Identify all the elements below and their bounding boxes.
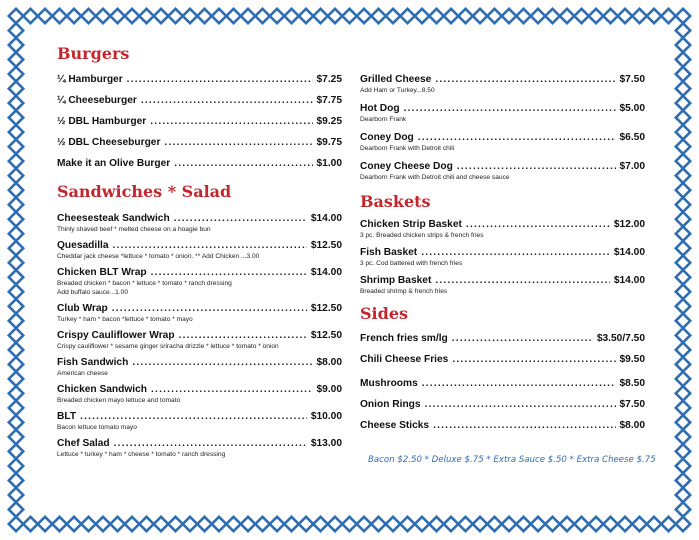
menu-item	[57, 266, 342, 297]
border-diamond	[9, 227, 23, 241]
border-diamond	[676, 328, 690, 342]
item-name: BLT	[57, 411, 77, 422]
border-diamond	[9, 328, 23, 342]
border-diamond	[212, 9, 226, 23]
border-diamond	[560, 517, 574, 531]
border-diamond	[9, 473, 23, 487]
extras-footnote: Bacon $2.50 * Deluxe $.75 * Extra Sauce $.50 * Extra Cheese $.75	[368, 455, 656, 465]
border-diamond	[284, 517, 298, 531]
border-diamond	[9, 444, 23, 458]
border-diamond	[9, 372, 23, 386]
item-price: $6.50	[619, 132, 645, 143]
border-diamond	[400, 9, 414, 23]
border-diamond	[9, 125, 23, 139]
border-diamond	[9, 299, 23, 313]
item-name: Chicken BLT Wrap	[57, 267, 147, 278]
menu-item	[360, 246, 645, 268]
border-diamond	[9, 285, 23, 299]
border-diamond	[9, 314, 23, 328]
border-diamond	[676, 430, 690, 444]
border-diamond	[632, 517, 646, 531]
border-diamond	[9, 154, 23, 168]
item-name: Club Wrap	[57, 303, 108, 314]
menu-item	[57, 115, 342, 128]
item-price: $12.00	[613, 219, 645, 230]
border-diamond	[676, 81, 690, 95]
item-name: ¼ Hamburger	[57, 74, 123, 85]
item-description: Add Ham or Turkey...8.50	[360, 87, 435, 94]
item-price: $12.50	[310, 330, 342, 341]
item-price: $12.50	[310, 303, 342, 314]
border-diamond	[676, 96, 690, 110]
border-diamond	[589, 9, 603, 23]
border-diamond	[9, 488, 23, 502]
border-diamond	[241, 517, 255, 531]
menu-item	[57, 94, 342, 107]
item-price: $7.50	[619, 399, 645, 410]
item-description: Lettuce * turkey * ham * cheese * tomato * ranch dressing	[57, 451, 226, 458]
item-price: $5.00	[619, 103, 645, 114]
border-diamond	[676, 372, 690, 386]
border-diamond	[38, 9, 52, 23]
border-diamond	[197, 9, 211, 23]
border-diamond	[632, 9, 646, 23]
border-diamond	[9, 343, 23, 357]
border-diamond	[197, 517, 211, 531]
item-price: $9.25	[316, 116, 342, 127]
border-diamond	[255, 517, 269, 531]
border-diamond	[502, 517, 516, 531]
border-diamond	[284, 9, 298, 23]
border-diamond	[676, 343, 690, 357]
item-name: Shrimp Basket	[360, 275, 432, 286]
item-description: Dearborn Frank with Detroit chili and cheese sauce	[360, 174, 510, 181]
item-name: Onion Rings	[360, 399, 421, 410]
border-diamond	[676, 285, 690, 299]
border-diamond	[545, 517, 559, 531]
item-name: Chicken Strip Basket	[360, 219, 462, 230]
border-diamond	[328, 9, 342, 23]
border-diamond	[9, 517, 23, 531]
item-description: 3 pc. Cod battered with french fries	[360, 260, 463, 267]
item-description: Thinly shaved beef * melted cheese on a hoagie bun	[57, 226, 211, 233]
border-diamond	[676, 125, 690, 139]
border-diamond	[110, 9, 124, 23]
border-diamond	[96, 517, 110, 531]
item-name: Cheese Sticks	[360, 420, 430, 431]
menu-item	[360, 160, 645, 182]
border-diamond	[589, 517, 603, 531]
border-diamond	[676, 270, 690, 284]
border-diamond	[299, 517, 313, 531]
border-diamond	[473, 9, 487, 23]
menu-item	[57, 136, 342, 149]
border-diamond	[400, 517, 414, 531]
item-price: $14.00	[613, 275, 645, 286]
item-name: Hot Dog	[360, 103, 400, 114]
item-description: Breaded shrimp & french fries	[360, 288, 448, 295]
item-name: Chef Salad	[57, 438, 110, 449]
border-diamond	[9, 110, 23, 124]
border-diamond	[444, 9, 458, 23]
border-diamond	[9, 502, 23, 516]
border-diamond	[603, 517, 617, 531]
border-diamond	[415, 9, 429, 23]
border-diamond	[270, 517, 284, 531]
border-diamond	[676, 502, 690, 516]
border-diamond	[357, 517, 371, 531]
border-diamond	[574, 9, 588, 23]
item-description: Bacon lettuce tomato mayo	[57, 424, 137, 431]
border-diamond	[342, 9, 356, 23]
border-diamond	[458, 9, 472, 23]
right-column	[360, 73, 645, 432]
item-name: Coney Dog	[360, 132, 414, 143]
border-diamond	[618, 517, 632, 531]
item-name: Make it an Olive Burger	[57, 158, 171, 169]
border-diamond	[429, 517, 443, 531]
border-diamond	[415, 517, 429, 531]
menu-item	[360, 353, 645, 366]
border-diamond	[531, 9, 545, 23]
item-name: Coney Cheese Dog	[360, 161, 453, 172]
item-price: $8.00	[619, 420, 645, 431]
border-diamond	[560, 9, 574, 23]
border-diamond	[647, 517, 661, 531]
border-diamond	[429, 9, 443, 23]
menu-item	[360, 274, 645, 296]
border-diamond	[270, 9, 284, 23]
item-description: Crispy cauliflower * sesame ginger sriracha drizzle * lettuce * tomato * onion	[57, 343, 279, 350]
border-diamond	[676, 299, 690, 313]
border-diamond	[52, 517, 66, 531]
border-diamond	[386, 517, 400, 531]
border-diamond	[23, 9, 37, 23]
border-diamond	[676, 256, 690, 270]
border-diamond	[676, 197, 690, 211]
border-diamond	[676, 415, 690, 429]
menu-item	[360, 419, 645, 432]
border-diamond	[676, 212, 690, 226]
menu-item	[57, 73, 342, 86]
item-name: French fries sm/lg	[360, 333, 448, 344]
border-diamond	[473, 517, 487, 531]
item-description: 3 pc. Breaded chicken strips & french fries	[360, 232, 484, 239]
item-name: Chicken Sandwich	[57, 384, 148, 395]
border-diamond	[676, 67, 690, 81]
border-diamond	[676, 23, 690, 37]
border-diamond	[9, 81, 23, 95]
border-diamond	[226, 517, 240, 531]
item-price: $7.25	[316, 74, 342, 85]
border-diamond	[676, 444, 690, 458]
border-diamond	[531, 517, 545, 531]
border-diamond	[9, 197, 23, 211]
border-diamond	[342, 517, 356, 531]
border-diamond	[52, 9, 66, 23]
item-description: Breaded chicken mayo lettuce and tomato	[57, 397, 181, 404]
burgers-title: Burgers	[57, 44, 130, 63]
border-diamond	[110, 517, 124, 531]
item-name: Quesadilla	[57, 240, 109, 251]
border-diamond	[96, 9, 110, 23]
border-diamond	[154, 517, 168, 531]
border-diamond	[9, 96, 23, 110]
menu-item	[57, 329, 342, 351]
menu-item	[57, 437, 342, 459]
border-diamond	[183, 9, 197, 23]
border-diamond	[676, 183, 690, 197]
border-diamond	[9, 256, 23, 270]
item-price: $14.00	[310, 213, 342, 224]
border-diamond	[183, 517, 197, 531]
item-name: Grilled Cheese	[360, 74, 432, 85]
item-description-extra: Add buffalo sauce...1.00	[57, 289, 128, 296]
border-diamond	[676, 517, 690, 531]
border-diamond	[516, 517, 530, 531]
menu-item	[57, 212, 342, 234]
item-description: American cheese	[57, 370, 108, 377]
menu-item	[57, 383, 342, 405]
border-diamond	[38, 517, 52, 531]
border-diamond	[676, 314, 690, 328]
border-diamond	[9, 357, 23, 371]
border-diamond	[444, 517, 458, 531]
item-price: $7.75	[316, 95, 342, 106]
border-diamond	[9, 9, 23, 23]
menu-item	[57, 157, 342, 170]
border-diamond	[67, 9, 81, 23]
item-price: $13.00	[310, 438, 342, 449]
item-price: $3.50/7.50	[596, 333, 645, 344]
item-price: $14.00	[613, 247, 645, 258]
border-diamond	[386, 9, 400, 23]
border-diamond	[357, 9, 371, 23]
border-diamond	[226, 9, 240, 23]
item-description: Breaded chicken * bacon * lettuce * tomato * ranch dressing	[57, 280, 232, 287]
item-name: Fish Sandwich	[57, 357, 129, 368]
border-diamond	[676, 488, 690, 502]
item-price: $8.00	[316, 357, 342, 368]
border-diamond	[9, 430, 23, 444]
border-diamond	[502, 9, 516, 23]
border-diamond	[371, 517, 385, 531]
border-diamond	[676, 241, 690, 255]
left-column	[57, 44, 342, 459]
border-diamond	[81, 9, 95, 23]
item-price: $8.50	[619, 378, 645, 389]
border-diamond	[676, 459, 690, 473]
item-price: $14.00	[310, 267, 342, 278]
menu-item	[360, 398, 645, 411]
border-diamond	[125, 517, 139, 531]
border-diamond	[168, 517, 182, 531]
item-price: $10.00	[310, 411, 342, 422]
border-diamond	[661, 9, 675, 23]
border-diamond	[313, 9, 327, 23]
menu-item	[57, 410, 342, 432]
border-diamond	[676, 473, 690, 487]
baskets-title: Baskets	[360, 192, 431, 211]
item-name: ½ DBL Hamburger	[57, 116, 147, 127]
item-description: Dearborn Frank with Detroit chili	[360, 145, 455, 152]
border-diamond	[603, 9, 617, 23]
border-diamond	[154, 9, 168, 23]
border-diamond	[9, 241, 23, 255]
border-diamond	[487, 9, 501, 23]
item-price: $9.50	[619, 354, 645, 365]
border-diamond	[255, 9, 269, 23]
border-diamond	[9, 23, 23, 37]
menu-item	[360, 377, 645, 390]
border-diamond	[9, 415, 23, 429]
border-diamond	[676, 110, 690, 124]
sandwiches-title: Sandwiches * Salad	[57, 182, 232, 201]
border-diamond	[516, 9, 530, 23]
menu-item	[360, 332, 645, 345]
menu-item	[360, 218, 645, 240]
border-diamond	[647, 9, 661, 23]
menu-item	[57, 356, 342, 378]
border-diamond	[9, 212, 23, 226]
border-diamond	[676, 52, 690, 66]
border-diamond	[9, 67, 23, 81]
item-description: Dearborn Frank	[360, 116, 407, 123]
sides-title: Sides	[360, 304, 409, 323]
border-diamond	[371, 9, 385, 23]
border-diamond	[574, 517, 588, 531]
border-diamond	[67, 517, 81, 531]
item-price: $7.50	[619, 74, 645, 85]
item-price: $1.00	[316, 158, 342, 169]
item-description: Turkey * ham * bacon *lettuce * tomato * mayo	[57, 316, 193, 323]
menu-item	[57, 302, 342, 324]
border-diamond	[328, 517, 342, 531]
border-diamond	[676, 386, 690, 400]
item-price: $12.50	[310, 240, 342, 251]
border-diamond	[139, 517, 153, 531]
menu-item	[57, 239, 342, 261]
item-name: Crispy Cauliflower Wrap	[57, 330, 175, 341]
item-price: $7.00	[619, 161, 645, 172]
border-diamond	[9, 38, 23, 52]
border-diamond	[676, 9, 690, 23]
menu-item	[360, 131, 645, 153]
border-diamond	[676, 401, 690, 415]
border-diamond	[139, 9, 153, 23]
border-diamond	[545, 9, 559, 23]
item-name: Mushrooms	[360, 378, 418, 389]
item-name: ¼ Cheeseburger	[57, 95, 137, 106]
border-diamond	[81, 517, 95, 531]
border-diamond	[9, 52, 23, 66]
border-diamond	[9, 183, 23, 197]
border-diamond	[458, 517, 472, 531]
border-diamond	[125, 9, 139, 23]
border-diamond	[168, 9, 182, 23]
menu-item	[360, 102, 645, 124]
border-diamond	[487, 517, 501, 531]
item-price: $9.75	[316, 137, 342, 148]
border-diamond	[212, 517, 226, 531]
border-diamond	[676, 168, 690, 182]
border-diamond	[313, 517, 327, 531]
border-diamond	[9, 168, 23, 182]
border-diamond	[23, 517, 37, 531]
item-name: Cheesesteak Sandwich	[57, 213, 170, 224]
item-price: $9.00	[316, 384, 342, 395]
item-name: Chili Cheese Fries	[360, 354, 449, 365]
border-diamond	[9, 270, 23, 284]
item-name: ½ DBL Cheeseburger	[57, 137, 161, 148]
border-diamond	[676, 227, 690, 241]
border-diamond	[9, 386, 23, 400]
border-diamond	[9, 139, 23, 153]
item-description: Cheddar jack cheese *lettuce * tomato * onion. ** Add Chicken ...3.00	[57, 253, 260, 260]
border-diamond	[241, 9, 255, 23]
border-diamond	[9, 459, 23, 473]
border-diamond	[9, 401, 23, 415]
border-diamond	[676, 139, 690, 153]
border-diamond	[661, 517, 675, 531]
border-diamond	[618, 9, 632, 23]
border-diamond	[676, 154, 690, 168]
border-diamond	[299, 9, 313, 23]
menu-item	[360, 73, 645, 95]
border-diamond	[676, 357, 690, 371]
item-name: Fish Basket	[360, 247, 418, 258]
border-diamond	[676, 38, 690, 52]
